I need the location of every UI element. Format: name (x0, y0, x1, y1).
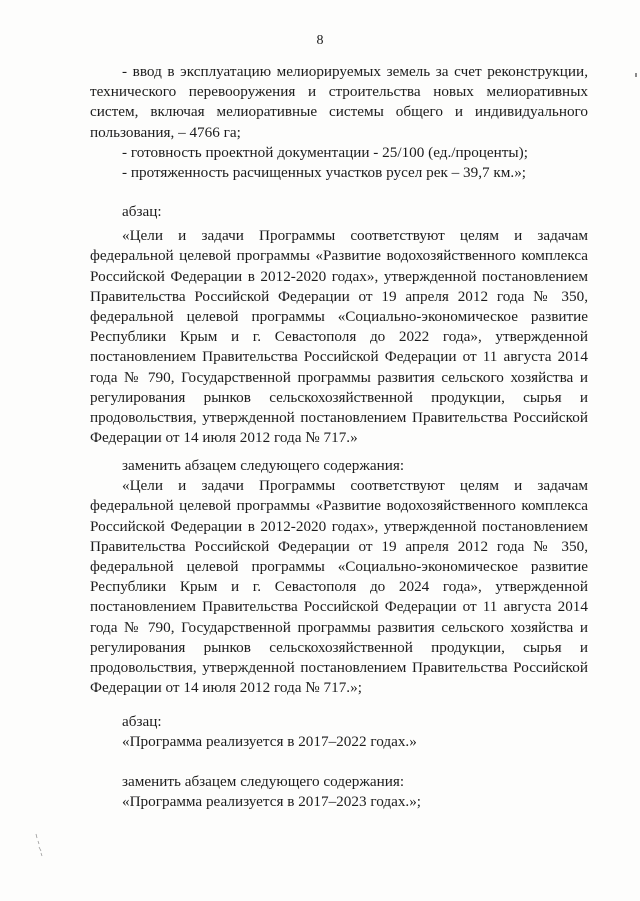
paragraph-label: абзац: (122, 713, 162, 730)
original-goals-paragraph: «Цели и задачи Программы соответствуют целям и задачам федеральной целевой программы «Развитие водохозяйственного комплекса Российской Федерации в 2012-2020 годах», утвержденной постановлением Правительства Российской Федерации от 19 апреля 2012 года № 350, федеральной целевой программы «Социально-экономическое развитие Республики Крым и г. Севастополя до 2022 года», утвержденной постановлением Правительства Российской Федерации от 11 августа 2014 года № 790, Государственной программы развития сельского хозяйства и регулирования рынков сельскохозяйственной продукции, сырья и продовольствия, утвержденной постановлением Правительства Российской Федерации от 14 июля 2012 года № 717.» (90, 227, 588, 447)
replacement-label: заменить абзацем следующего содержания: (122, 773, 405, 790)
replacement-paragraph-block (90, 456, 588, 698)
indicator-river-cleaning: - протяженность расчищенных участков русел рек – 39,7 км.»; (122, 164, 527, 182)
indicators-list (90, 62, 588, 183)
replacement-period-block (90, 772, 588, 812)
original-period-block (90, 712, 588, 752)
original-paragraph-block (90, 202, 588, 448)
replacement-label: заменить абзацем следующего содержания: (122, 457, 405, 474)
replacement-period-paragraph: «Программа реализуется в 2017–2023 годах.»; (122, 793, 422, 811)
original-period-paragraph: «Программа реализуется в 2017–2022 годах.» (122, 733, 417, 751)
replacement-goals-paragraph: «Цели и задачи Программы соответствуют целям и задачам федеральной целевой программы «Развитие водохозяйственного комплекса Российской Федерации в 2012-2020 годах», утвержденной постановлением Правительства Российской Федерации от 19 апреля 2012 года № 350, федеральной целевой программы «Социально-экономическое развитие Республики Крым и г. Севастополя до 2024 года», утвержденной постановлением Правительства Российской Федерации от 11 августа 2014 года № 790, Государственной программы развития сельского хозяйства и регулирования рынков сельскохозяйственной продукции, сырья и продовольствия, утвержденной постановлением Правительства Российской Федерации от 14 июля 2012 года № 717.»; (90, 477, 588, 697)
scan-edge-mark (634, 72, 638, 78)
page-number: 8 (316, 33, 324, 48)
paragraph-label: абзац: (122, 203, 162, 220)
scan-artifact-mark (34, 832, 44, 858)
indicator-project-documentation: - готовность проектной документации - 25/100 (ед./проценты); (122, 143, 528, 161)
indicator-land-commissioning: - ввод в эксплуатацию мелиорируемых земель за счет реконструкции, технического перевооружения и строительства новых мелиоративных систем, включая мелиоративные системы общего и индивидуального пользования, – 4766 га; (90, 63, 588, 141)
